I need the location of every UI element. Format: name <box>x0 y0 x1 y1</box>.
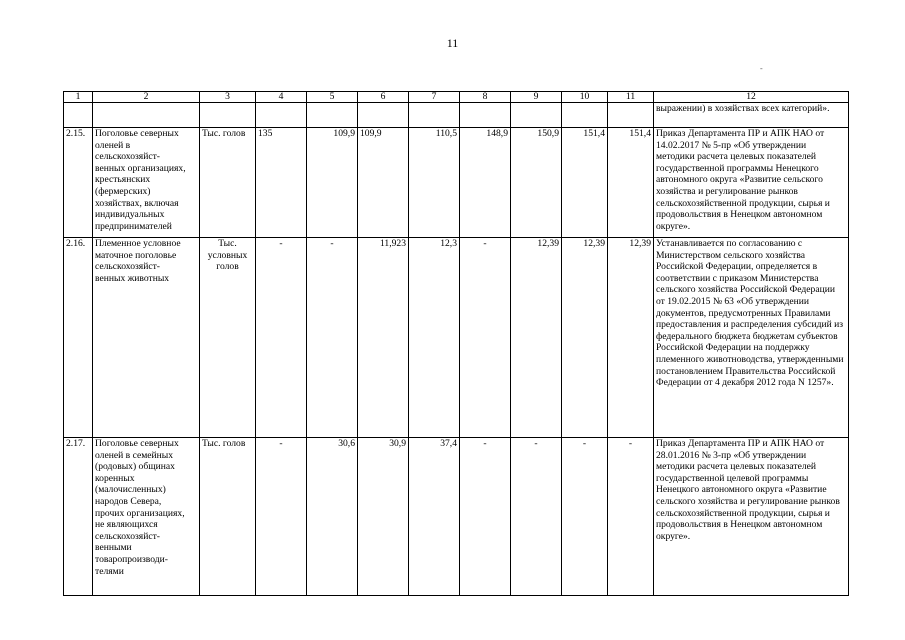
table-row <box>64 438 849 596</box>
col-header: 4 <box>256 92 307 103</box>
value-cell: 135 <box>256 128 307 238</box>
table-row <box>64 238 849 438</box>
table-row <box>64 128 849 238</box>
page-number: 11 <box>446 36 459 50</box>
value-cell: 148,9 <box>460 128 511 238</box>
value-cell: 30,9 <box>358 438 409 596</box>
col-header: 11 <box>608 92 654 103</box>
value-cell: - <box>511 438 562 596</box>
value-cell: 151,4 <box>608 128 654 238</box>
col-header: 8 <box>460 92 511 103</box>
value-cell: 37,4 <box>409 438 460 596</box>
col-header: 6 <box>358 92 409 103</box>
value-cell: - <box>307 238 358 438</box>
col-header: 9 <box>511 92 562 103</box>
corner-mark: - <box>760 64 763 73</box>
value-cell: 110,5 <box>409 128 460 238</box>
unit: Тыс. голов <box>200 438 256 596</box>
value-cell: 12,39 <box>608 238 654 438</box>
indicator-name: Поголовье северных оленей в семейных (родовых) общинах коренных (малочисленных) народов Севера, прочих организациях, не являющихся сельскохозяйст- венными товаропроизводи- телями <box>93 438 200 596</box>
value-cell: - <box>256 438 307 596</box>
source-document: Приказ Департамента ПР и АПК НАО от 14.02.2017 № 5-пр «Об утверждении методики расчета целевых показателей государственной программы Ненецкого автономного округа «Развитие сельского хозяйства и регулирование рынков сельскохозяйственной продукции, сырья и продовольствия в Ненецком автономном округе». <box>654 128 849 238</box>
unit: Тыс. голов <box>200 128 256 238</box>
unit: Тыс. условных голов <box>200 238 256 438</box>
continuation-text: выражении) в хозяйствах всех категорий». <box>654 103 849 128</box>
source-document: Устанавливается по согласованию с Министерством сельского хозяйства Российской Федерации, определяется в соответствии с приказом Министерства сельского хозяйства Российской Федерации от 19.02.2015 № 63 «Об утверждении документов, предусмотренных Правилами предоставления и распределения субсидий из федерального бюджета бюджетам субъектов Российской Федерации на поддержку племенного животноводства, утвержденными постановлением Правительства Российской Федерации от 4 декабря 2012 года N 1257». <box>654 238 849 438</box>
row-number: 2.15. <box>64 128 93 238</box>
value-cell: 30,6 <box>307 438 358 596</box>
row-number: 2.17. <box>64 438 93 596</box>
row-number: 2.16. <box>64 238 93 438</box>
col-header: 1 <box>64 92 93 103</box>
value-cell: 12,39 <box>562 238 608 438</box>
col-header: 5 <box>307 92 358 103</box>
value-cell: 12,39 <box>511 238 562 438</box>
value-cell: - <box>460 438 511 596</box>
indicators-table <box>63 91 849 596</box>
value-cell: 12,3 <box>409 238 460 438</box>
value-cell: - <box>608 438 654 596</box>
value-cell: - <box>562 438 608 596</box>
continuation-row <box>64 103 849 128</box>
col-header: 12 <box>654 92 849 103</box>
source-document: Приказ Департамента ПР и АПК НАО от 28.01.2016 № 3-пр «Об утверждении методики расчета целевых показателей государственной целевой программы Ненецкого автономного округа «Развитие сельского хозяйства и регулирование рынков сельскохозяйственной продукции, сырья и продовольствия в Ненецком автономном округе». <box>654 438 849 596</box>
col-header: 2 <box>93 92 200 103</box>
value-cell: - <box>460 238 511 438</box>
value-cell: 151,4 <box>562 128 608 238</box>
indicator-name: Племенное условное маточное поголовье сельскохозяйст- венных животных <box>93 238 200 438</box>
col-header: 10 <box>562 92 608 103</box>
col-header: 3 <box>200 92 256 103</box>
value-cell: - <box>256 238 307 438</box>
value-cell: 150,9 <box>511 128 562 238</box>
col-header: 7 <box>409 92 460 103</box>
value-cell: 109,9 <box>358 128 409 238</box>
value-cell: 109,9 <box>307 128 358 238</box>
column-number-row <box>64 92 849 103</box>
value-cell: 11,923 <box>358 238 409 438</box>
indicator-name: Поголовье северных оленей в сельскохозяйст- венных организациях, крестьянских (фермерских) хозяйствах, включая индивидуальных предпринимателей <box>93 128 200 238</box>
